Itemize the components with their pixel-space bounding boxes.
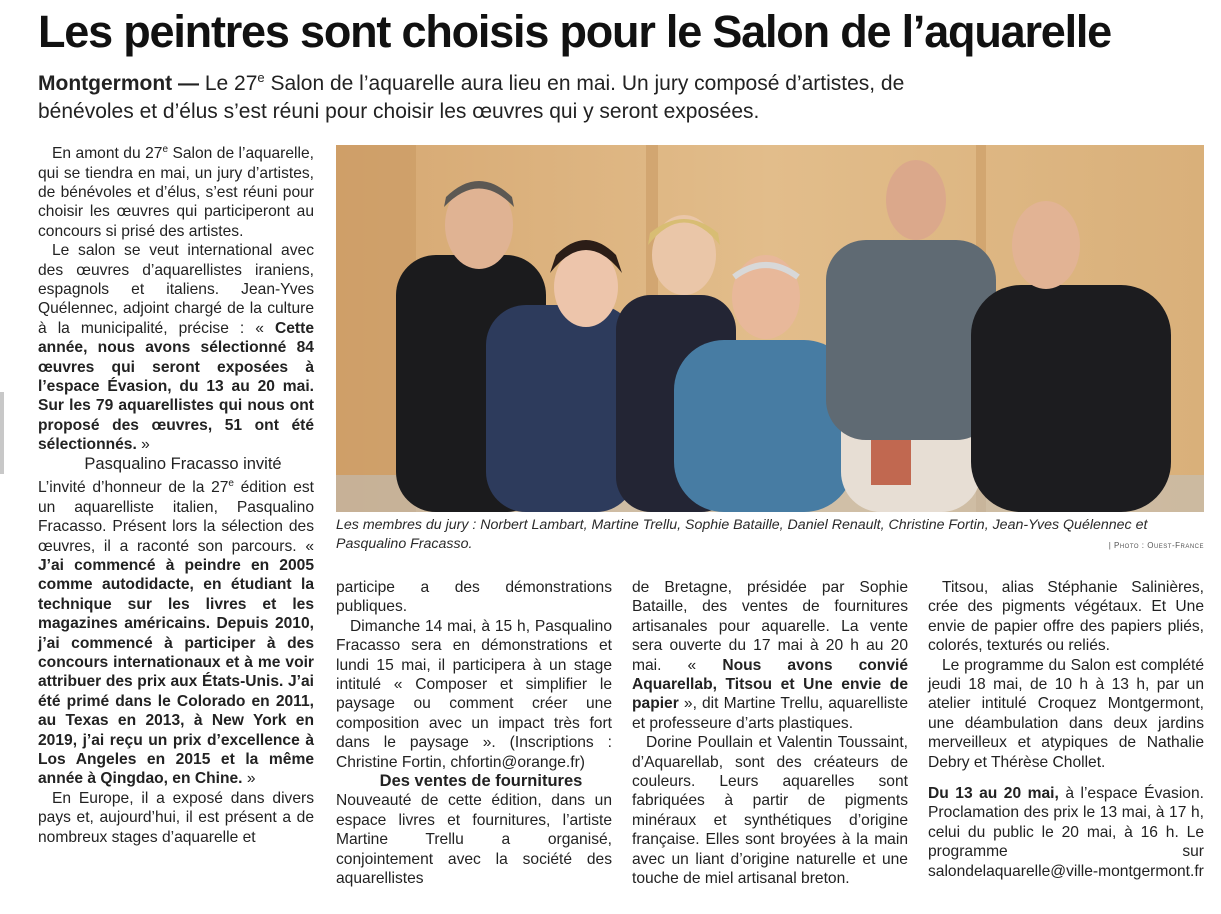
col1-paragraph-2: Le salon se veut international avec des œuvres d’aquarellistes iraniens, espagnols et italiens. Jean-Yves Quélennec, adjoint chargé de la culture à la municipalité, précise : « Cette année, nous avons sélectionné 84 œuvres qui seront exposées à l’espace Évasion, du 13 au 20 mai. Sur les 79 aquarellistes qui nous ont proposé des œuvres, 51 ont été sélectionnés. » (38, 242, 314, 454)
column-3 (632, 578, 908, 889)
jury-photo (336, 145, 1204, 512)
column-4 (928, 578, 1204, 881)
col2-paragraph-3: Nouveauté de cette édition, dans un espace livres et fournitures, l’artiste Martine Trellu a organisé, conjointement avec la société des aquarellistes (336, 792, 612, 888)
col4-practical-info: Du 13 au 20 mai, à l’espace Évasion. Proclamation des prix le 13 mai, à 17 h, celui du public le 20 mai, à 16 h. Le programme sur salondelaquarelle@ville-montgermont.fr (928, 785, 1204, 880)
photo-credit: | Photo : Ouest-France (1108, 541, 1204, 550)
lead-paragraph (38, 64, 998, 126)
col3-paragraph-2: Dorine Poullain et Valentin Toussaint, d’Aquarellab, sont des créateurs de couleurs. Leurs aquarelles sont fabriquées à partir de pigments minéraux et synthétiques d’origine française. Elles sont broyées à la main avec un liant d’origine naturelle et une touche de miel artisanal breton. (632, 734, 908, 888)
jury-photo-illustration (336, 145, 1204, 512)
photo-caption: Les membres du jury : Norbert Lambart, Martine Trellu, Sophie Bataille, Daniel Renault, Christine Fortin, Jean-Yves Quélennec et Pasqualino Fracasso. (336, 517, 1148, 552)
column-1 (38, 140, 314, 847)
col1-paragraph-1: En amont du 27e Salon de l’aquarelle, qui se tiendra en mai, un jury d’artistes, de bénévoles et d’élus, s’est réuni pour choisir les œuvres qui participeront au concours si prisé des artistes. (38, 144, 314, 240)
column-spacer (928, 772, 1204, 784)
page-edge-marker (0, 392, 4, 474)
subhead-guest: Pasqualino Fracasso invité (84, 454, 282, 473)
col4-paragraph-2: Le programme du Salon est complété jeudi 18 mai, de 10 h à 13 h, par un atelier intitulé Croquez Montgermont, une déambulation dans deux jardins merveilleux et atypiques de Nathalie Debry et Thérèse Chollet. (928, 656, 1204, 771)
col1-paragraph-3: L’invité d’honneur de la 27e édition est un aquarelliste italien, Pasqualino Fracasso. Présent lors la sélection des œuvres, il a raconté son parcours. « J’ai commencé à peindre en 2005 comme autodidacte, en étudiant la technique sur les livres et les magazines américains. Depuis 2010, j’ai commencé à participer à des concours internationaux et à me voir attribuer des prix aux États-Unis. J’ai été primé dans le Colorado en 2011, au Texas en 2013, à New York en 2019, j’ai reçu un prix d’excellence à Los Angeles en 2015 et la même année à Qingdao, en Chine. » (38, 478, 315, 788)
col3-paragraph-1: de Bretagne, présidée par Sophie Bataille, des ventes de fournitures artisanales pour aquarelle. La vente sera ouverte du 17 mai à 20 h au 20 mai. « Nous avons convié Aquarellab, Titsou et Une envie de papier », dit Martine Trellu, aquarelliste et professeure d’arts plastiques. (632, 579, 909, 732)
lead-sup: e (257, 70, 265, 85)
col2-paragraph-2: Dimanche 14 mai, à 15 h, Pasqualino Fracasso sera en démonstrations et lundi 15 mai, il participera à un stage intitulé « Composer et simplifier le paysage ou comment créer une composition avec un impact très fort dans le paysage ». (Inscriptions : Christine Fortin, chfortin@orange.fr) (336, 617, 612, 771)
headline: Les peintres sont choisis pour le Salon de l’aquarelle (38, 6, 1112, 57)
lead-text-a: Le 27 (198, 72, 258, 95)
col1-paragraph-4: En Europe, il a exposé dans divers pays et, aujourd’hui, il est présent a de nombreux stages d’aquarelle et (38, 789, 314, 846)
dateline: Montgermont — (38, 72, 199, 95)
subhead-sales: Des ventes de fournitures (379, 772, 583, 791)
column-2 (336, 578, 612, 889)
col4-paragraph-1: Titsou, alias Stéphanie Salinières, crée des pigments végétaux. Et Une envie de papier offre des papiers pliés, colorés, texturés ou reliés. (928, 579, 1204, 655)
lead-text-b: Salon de l’aquarelle aura lieu en mai. Un jury composé d’artistes, de bénévoles et d’élus s’est réuni pour choisir les œuvres qui y seront exposées. (38, 72, 905, 123)
col2-paragraph-1: participe a des démonstrations publiques. (336, 579, 612, 616)
